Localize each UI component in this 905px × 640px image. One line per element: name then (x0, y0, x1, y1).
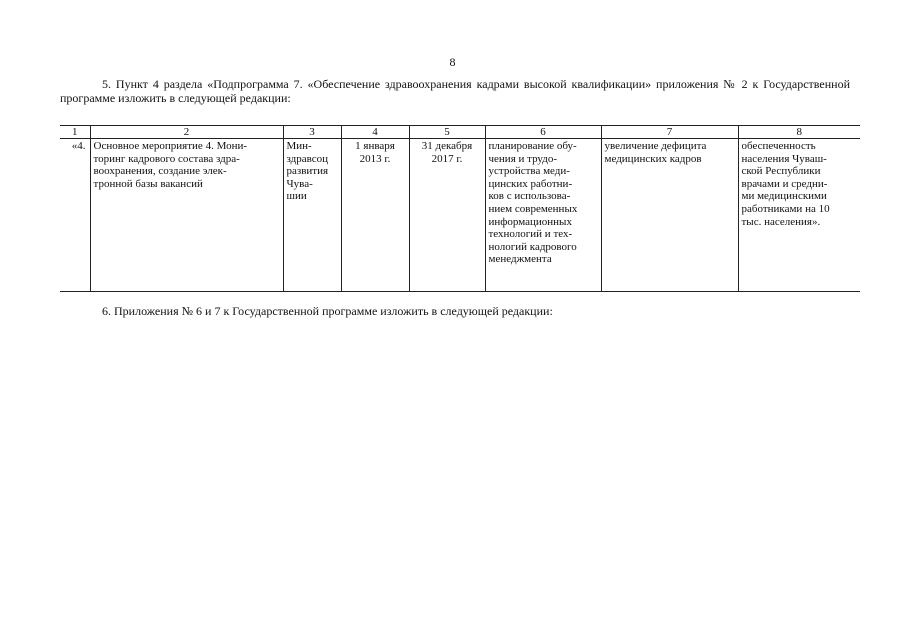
column-header: 7 (601, 126, 738, 139)
column-header: 6 (485, 126, 601, 139)
cell-text: увеличение дефицита медицинских кадров (604, 140, 707, 165)
table-cell-item-number (60, 139, 90, 292)
table-cell-end-date (409, 139, 485, 292)
page-number: 8 (449, 55, 456, 69)
amendment-table (60, 125, 860, 292)
table-row (60, 139, 860, 292)
column-header: 1 (60, 126, 90, 139)
paragraph-amendment-6: 6. Приложения № 6 и 7 к Государственной программе изложить в следующей редакции: (102, 304, 553, 318)
paragraph-amendment-5: 5. Пункт 4 раздела «Подпрограмма 7. «Обеспечение здравоохранения кадрами высокой квалификации» приложения № 2 к Государственной программе изложить в следующей редакции: (60, 77, 850, 105)
column-header: 2 (90, 126, 283, 139)
cell-text: 1 января 2013 г. (355, 140, 395, 165)
column-header: 8 (738, 126, 860, 139)
table-cell-consequences (601, 139, 738, 292)
table-cell-activity (90, 139, 283, 292)
cell-text: обеспеченность населения Чуваш- ской Республики врачами и средни- ми медицинскими работниками на 10 тыс. населения». (741, 140, 830, 228)
table-cell-start-date (341, 139, 409, 292)
cell-text: планирование обу- чения и трудо- устройства меди- цинских работни- ков с использова- нием современных информационных технологий и тех- нологий кадрового менеджмента (488, 140, 578, 266)
column-header: 3 (283, 126, 341, 139)
cell-text: 31 декабря 2017 г. (421, 140, 473, 165)
column-header: 5 (409, 126, 485, 139)
column-header: 4 (341, 126, 409, 139)
table-cell-expected-result (485, 139, 601, 292)
cell-text: Основное мероприятие 4. Мони- торинг кадрового состава здра- воохранения, создание элек- тронной базы вакансий (93, 140, 248, 190)
table-cell-indicator (738, 139, 860, 292)
table-cell-executor (283, 139, 341, 292)
cell-text: Мин- здравсоц развития Чува- шии (286, 140, 329, 203)
table-header-row (60, 126, 860, 139)
cell-text: «4. (71, 140, 86, 152)
